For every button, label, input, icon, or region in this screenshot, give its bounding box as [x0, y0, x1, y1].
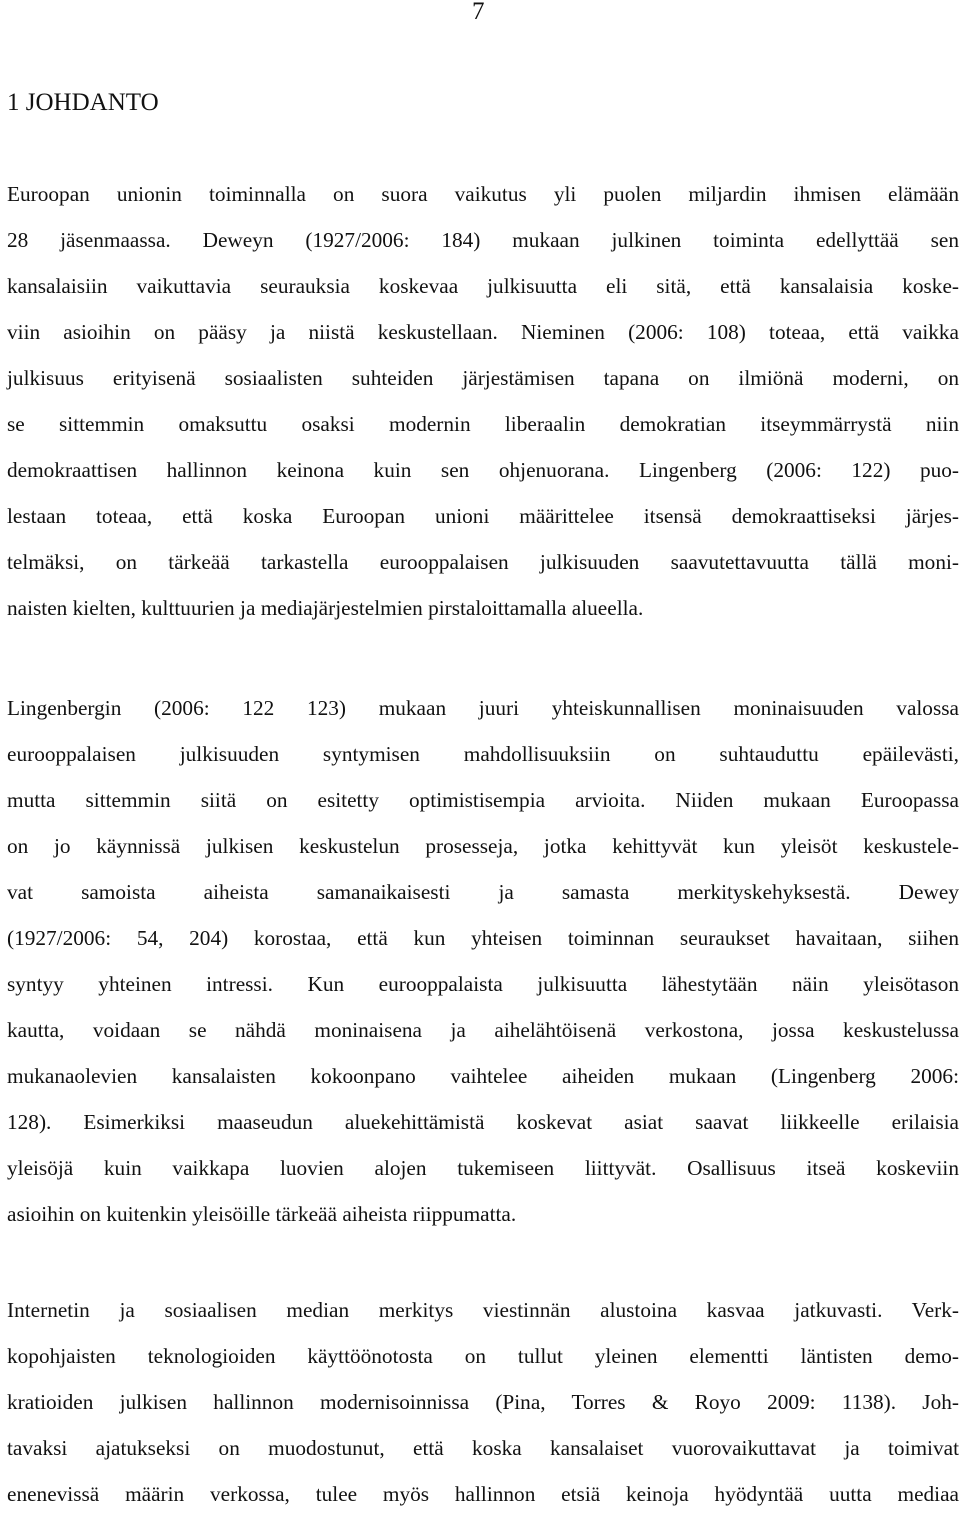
text-line: yleisöjä kuin vaikkapa luovien alojen tukemiseen liittyvät. Osallisuus itseä koskeviin: [7, 1156, 959, 1180]
text-line: mukanaolevien kansalaisten kokoonpano vaihtelee aiheiden mukaan (Lingenberg 2006:: [7, 1064, 959, 1088]
paragraph-2: [7, 685, 959, 1237]
text-line: kratioiden julkisen hallinnon modernisoinnissa (Pina, Torres & Royo 2009: 1138). Joh-: [7, 1390, 959, 1414]
text-line: vat samoista aiheista samanaikaisesti ja samasta merkityskehyksestä. Dewey: [7, 880, 959, 904]
text-line: lestaan toteaa, että koska Euroopan unioni määrittelee itsensä demokraattiseksi järjes-: [7, 504, 959, 528]
text-line: Euroopan unionin toiminnalla on suora vaikutus yli puolen miljardin ihmisen elämään: [7, 182, 959, 206]
text-line: Internetin ja sosiaalisen median merkitys viestinnän alustoina kasvaa jatkuvasti. Verk-: [7, 1298, 959, 1322]
text-line: kautta, voidaan se nähdä moninaisena ja aihelähtöisenä verkostona, jossa keskustelussa: [7, 1018, 959, 1042]
paragraph-3: [7, 1287, 959, 1517]
text-line: syntyy yhteinen intressi. Kun eurooppalaista julkisuutta lähestytään näin yleisötason: [7, 972, 959, 996]
text-line: naisten kielten, kulttuurien ja mediajärjestelmien pirstaloittamalla alueella.: [7, 596, 644, 620]
text-line: enenevissä määrin verkossa, tulee myös hallinnon etsiä keinoja hyödyntää uutta mediaa: [7, 1482, 959, 1506]
text-line: se sittemmin omaksuttu osaksi modernin liberaalin demokratian itseymmärrystä niin: [7, 412, 959, 436]
text-line: (1927/2006: 54, 204) korostaa, että kun yhteisen toiminnan seuraukset havaitaan, siihen: [7, 926, 959, 950]
text-line: kansalaisiin vaikuttavia seurauksia koskevaa julkisuutta eli sitä, että kansalaisia koske-: [7, 274, 959, 298]
paragraph-1: [7, 171, 959, 631]
text-line: kopohjaisten teknologioiden käyttöönotosta on tullut yleinen elementti läntisten demo-: [7, 1344, 959, 1368]
text-line: tavaksi ajatukseksi on muodostunut, että koska kansalaiset vuorovaikuttavat ja toimivat: [7, 1436, 959, 1460]
page-number: 7: [472, 0, 485, 25]
text-line: telmäksi, on tärkeää tarkastella eurooppalaisen julkisuuden saavutettavuutta tällä moni-: [7, 550, 959, 574]
text-line: eurooppalaisen julkisuuden syntymisen mahdollisuuksiin on suhtauduttu epäilevästi,: [7, 742, 959, 766]
text-line: julkisuus erityisenä sosiaalisten suhteiden järjestämisen tapana on ilmiönä moderni, on: [7, 366, 959, 390]
chapter-heading: 1 JOHDANTO: [7, 89, 159, 116]
text-line: Lingenbergin (2006: 122 123) mukaan juuri yhteiskunnallisen moninaisuuden valossa: [7, 696, 959, 720]
text-line: mutta sittemmin siitä on esitetty optimistisempia arvioita. Niiden mukaan Euroopassa: [7, 788, 959, 812]
text-line: 128). Esimerkiksi maaseudun aluekehittämistä koskevat asiat saavat liikkeelle erilaisia: [7, 1110, 959, 1134]
text-line: asioihin on kuitenkin yleisöille tärkeää aiheista riippumatta.: [7, 1202, 517, 1226]
text-line: on jo käynnissä julkisen keskustelun prosesseja, jotka kehittyvät kun yleisöt keskustele-: [7, 834, 959, 858]
text-line: demokraattisen hallinnon keinona kuin sen ohjenuorana. Lingenberg (2006: 122) puo-: [7, 458, 959, 482]
text-line: viin asioihin on pääsy ja niistä keskustellaan. Nieminen (2006: 108) toteaa, että vaikka: [7, 320, 959, 344]
text-line: 28 jäsenmaassa. Deweyn (1927/2006: 184) mukaan julkinen toiminta edellyttää sen: [7, 228, 959, 252]
